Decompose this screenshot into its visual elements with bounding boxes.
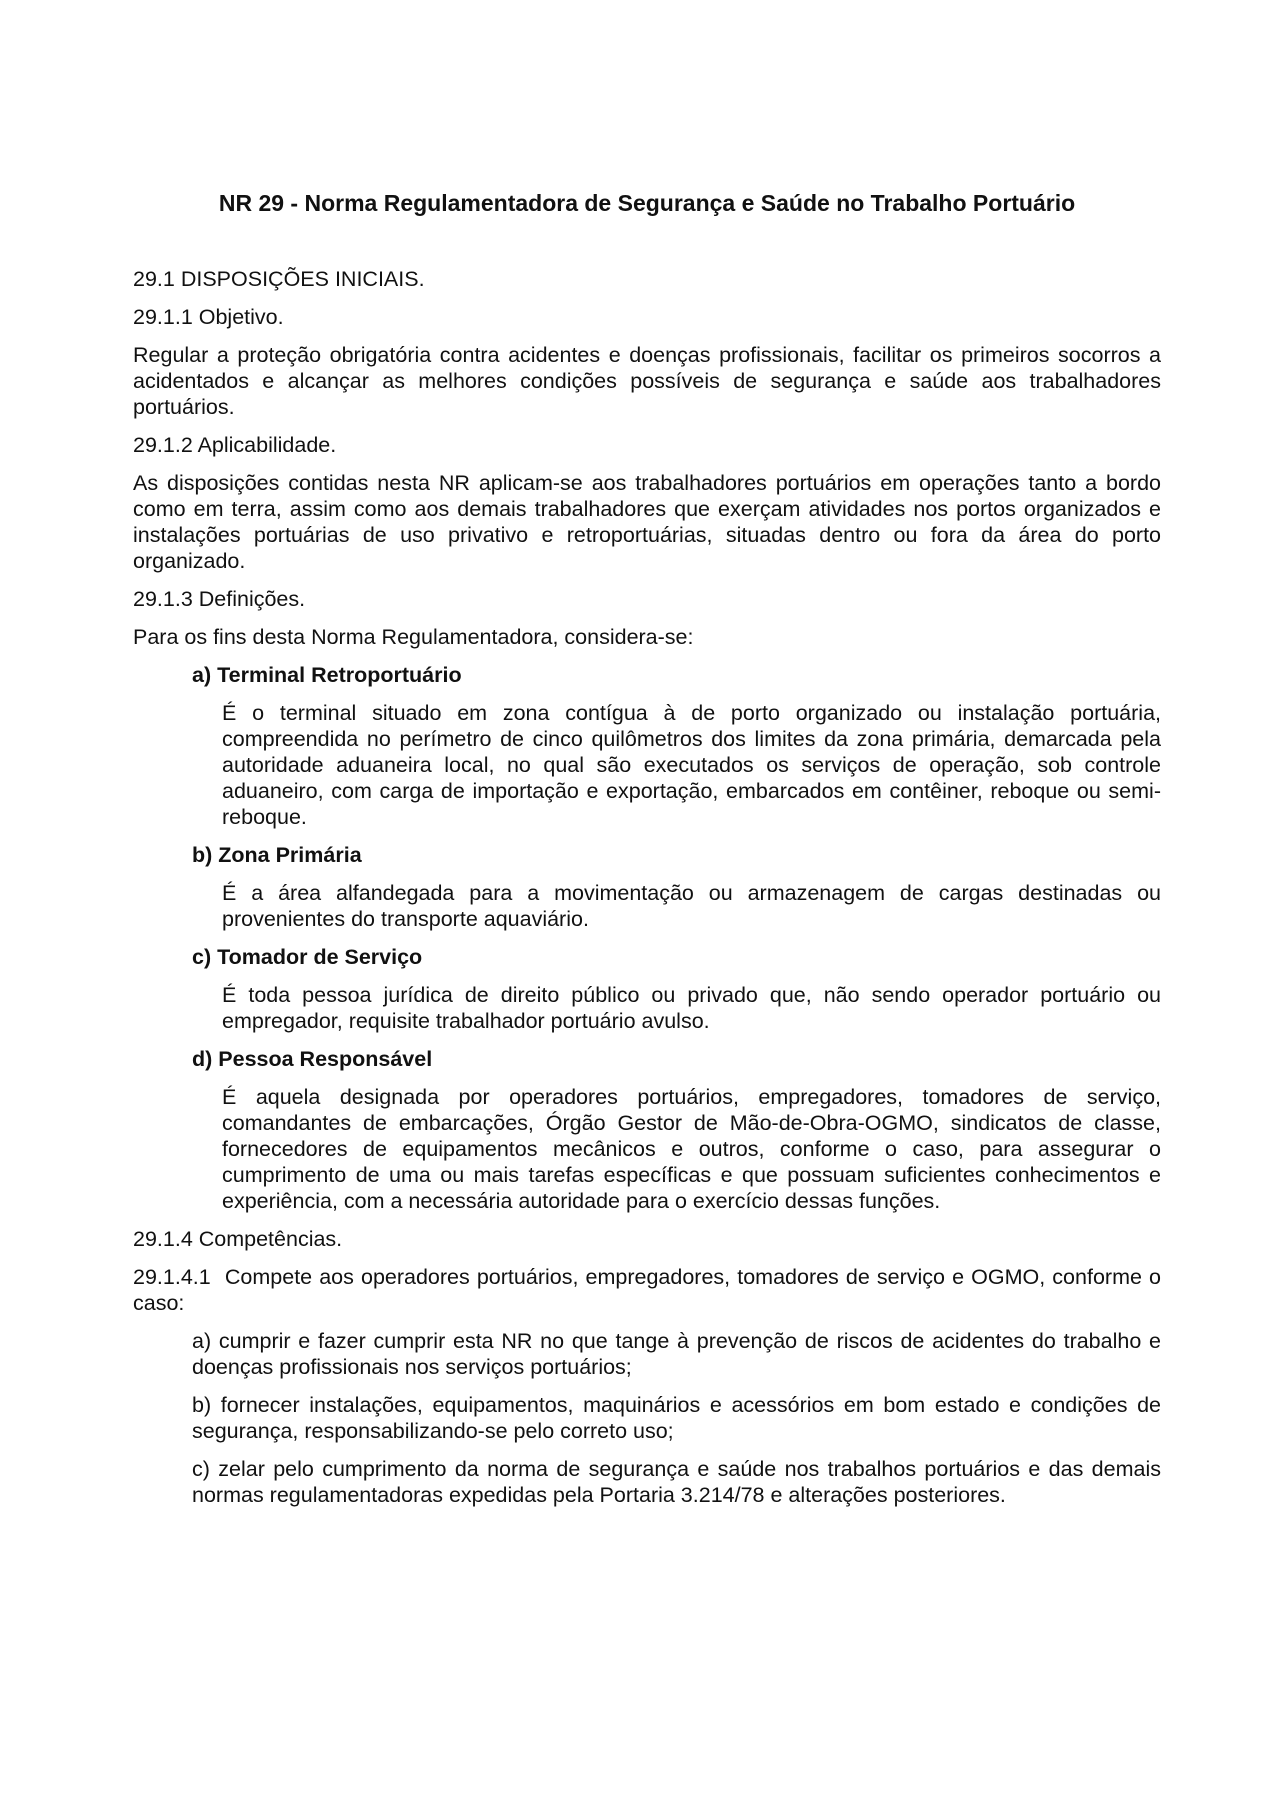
definition-heading: a) Terminal Retroportuário (192, 663, 462, 687)
list-item: b) fornecer instalações, equipamentos, maquinários e acessórios em bom estado e condições de segurança, responsabilizando-se pelo correto uso; (192, 1393, 1161, 1443)
page-title: NR 29 - Norma Regulamentadora de Segurança e Saúde no Trabalho Portuário (218, 190, 1076, 216)
paragraph: 29.1.4.1 Compete aos operadores portuários, empregadores, tomadores de serviço e OGMO, conforme o caso: (133, 1265, 1167, 1315)
paragraph: As disposições contidas nesta NR aplicam-se aos trabalhadores portuários em operações tanto a bordo como em terra, assim como aos demais trabalhadores que exerçam atividades nos portos organizados e instalações portuárias de uso privativo e retroportuárias, situadas dentro ou fora da área do porto organizado. (133, 471, 1161, 573)
list-item: a) cumprir e fazer cumprir esta NR no que tange à prevenção de riscos de acidentes do trabalho e doenças profissionais nos serviços portuários; (192, 1329, 1161, 1379)
document-body (133, 266, 1167, 1520)
definition-text: É a área alfandegada para a movimentação ou armazenagem de cargas destinadas ou provenientes do transporte aquaviário. (222, 881, 1161, 931)
definition-text: É toda pessoa jurídica de direito público ou privado que, não sendo operador portuário ou empregador, requisite trabalhador portuário avulso. (222, 983, 1161, 1033)
definition-text: É o terminal situado em zona contígua à de porto organizado ou instalação portuária, compreendida no perímetro de cinco quilômetros dos limites da zona primária, demarcada pela autoridade aduaneira local, no qual são executados os serviços de operação, sob controle aduaneiro, com carga de importação e exportação, embarcados em contêiner, reboque ou semi-reboque. (222, 701, 1161, 829)
definition-heading: c) Tomador de Serviço (192, 945, 423, 969)
definition-text: É aquela designada por operadores portuários, empregadores, tomadores de serviço, comandantes de embarcações, Órgão Gestor de Mão-de-Obra-OGMO, sindicatos de classe, fornecedores de equipamentos mecânicos e outros, conforme o caso, para assegurar o cumprimento de uma ou mais tarefas específicas e que possuam suficientes conhecimentos e experiência, com a necessária autoridade para o exercício dessas funções. (222, 1085, 1161, 1213)
list-item: c) zelar pelo cumprimento da norma de segurança e saúde nos trabalhos portuários e das demais normas regulamentadoras expedidas pela Portaria 3.214/78 e alterações posteriores. (192, 1457, 1161, 1507)
paragraph: Para os fins desta Norma Regulamentadora, considera-se: (133, 625, 694, 649)
subsection-heading: 29.1.1 Objetivo. (133, 305, 284, 329)
subsection-heading: 29.1.3 Definições. (133, 587, 306, 611)
definition-heading: d) Pessoa Responsável (192, 1047, 433, 1071)
paragraph: Regular a proteção obrigatória contra acidentes e doenças profissionais, facilitar os primeiros socorros a acidentados e alcançar as melhores condições possíveis de segurança e saúde aos trabalhadores portuários. (133, 343, 1161, 419)
subsection-heading: 29.1.4 Competências. (133, 1227, 343, 1251)
document-page (133, 0, 1167, 1811)
definition-heading: b) Zona Primária (192, 843, 362, 867)
subsection-heading: 29.1.2 Aplicabilidade. (133, 433, 337, 457)
section-heading: 29.1 DISPOSIÇÕES INICIAIS. (133, 267, 425, 291)
